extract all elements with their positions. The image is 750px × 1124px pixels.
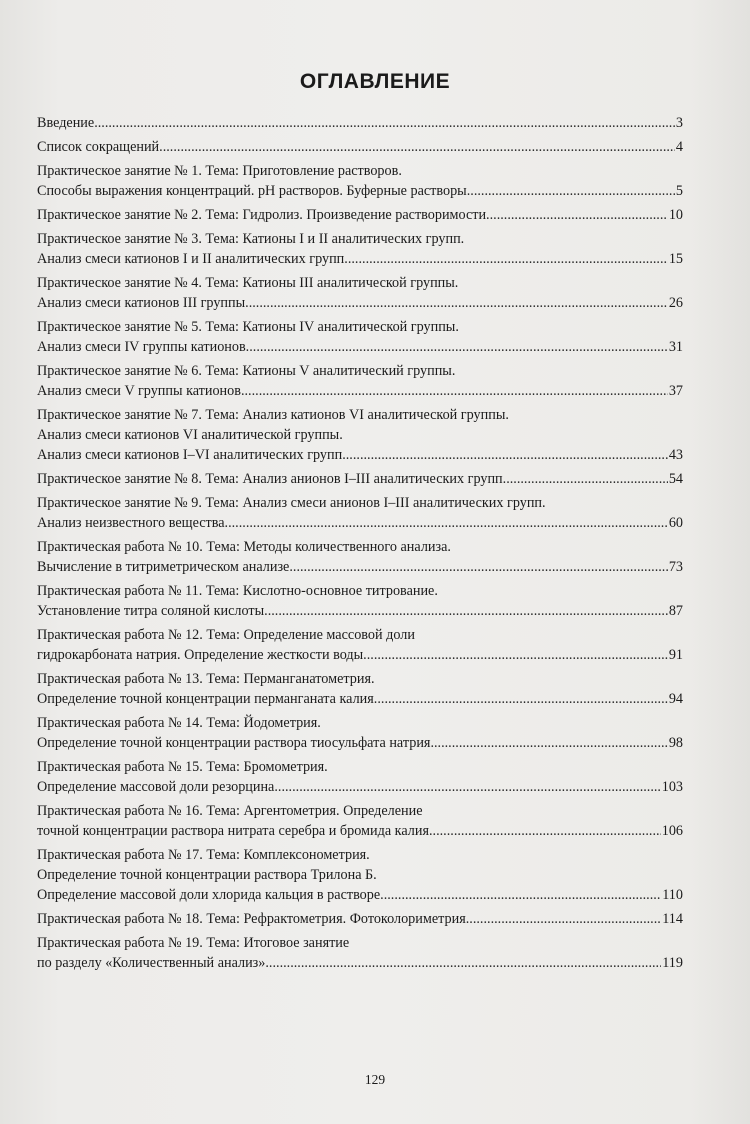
toc-entry-page-number: 43: [668, 447, 683, 463]
toc-entry-text: Анализ смеси катионов I и II аналитических групп: [37, 251, 345, 267]
toc-entry: [37, 361, 683, 401]
toc-entry-page-number: 60: [668, 515, 683, 531]
toc-entry-text: Анализ смеси V группы катионов: [37, 383, 241, 399]
toc-entry-last-line: [37, 909, 683, 929]
dot-leader: [245, 293, 668, 313]
toc-entry-text: Введение: [37, 115, 95, 131]
dot-leader: [289, 557, 667, 577]
toc-entry-line: Практическое занятие № 3. Тема: Катионы I и II аналитических групп.: [37, 231, 465, 247]
toc-entry-line: Практическая работа № 15. Тема: Бромометрия.: [37, 759, 328, 775]
toc-entry-last-line: [37, 137, 683, 157]
toc-entry-last-line: [37, 689, 683, 709]
dot-leader: [344, 249, 668, 269]
toc-entry: [37, 581, 683, 621]
toc-entry-last-line: [37, 205, 683, 225]
toc-entry-text: Анализ смеси катионов III группы: [37, 295, 246, 311]
toc-entry-page-number: 54: [668, 471, 683, 487]
toc-entry: [37, 845, 683, 905]
toc-entry-page-number: 4: [675, 139, 683, 155]
toc-entry-page-number: 37: [668, 383, 683, 399]
toc-entry-text: точной концентрации раствора нитрата серебра и бромида калия: [37, 823, 429, 839]
toc-entry: [37, 909, 683, 929]
toc-entry-page-number: 94: [668, 691, 683, 707]
dot-leader: [265, 953, 661, 973]
contents-title: ОГЛАВЛЕНИЕ: [299, 70, 451, 93]
toc-entry: [37, 801, 683, 841]
dot-leader: [264, 601, 668, 621]
toc-entry-line: Анализ смеси катионов VI аналитической группы.: [37, 427, 343, 443]
toc-entry-last-line: [37, 181, 683, 201]
toc-entry-last-line: [37, 513, 683, 533]
toc-entry-page-number: 15: [668, 251, 683, 267]
toc-entry-page-number: 91: [668, 647, 683, 663]
toc-entry-text: Практическое занятие № 8. Тема: Анализ анионов I–III аналитических групп: [37, 471, 503, 487]
toc-entry-line: Практическая работа № 12. Тема: Определение массовой доли: [37, 627, 415, 643]
toc-entry: [37, 469, 683, 489]
dot-leader: [486, 205, 668, 225]
toc-entry-page-number: 3: [675, 115, 683, 131]
toc-entry-text: Определение массовой доли резорцина: [37, 779, 275, 795]
toc-entry-line: Практическая работа № 14. Тема: Йодометрия.: [37, 715, 321, 731]
toc-entry-text: по разделу «Количественный анализ»: [37, 955, 266, 971]
toc-entry-last-line: [37, 445, 683, 465]
toc-entry: [37, 669, 683, 709]
dot-leader: [466, 909, 662, 929]
dot-leader: [225, 513, 668, 533]
table-of-contents: [37, 113, 683, 977]
toc-entry-line: Практическая работа № 16. Тема: Аргентометрия. Определение: [37, 803, 423, 819]
toc-entry: [37, 757, 683, 797]
toc-entry-last-line: [37, 249, 683, 269]
dot-leader: [241, 381, 668, 401]
dot-leader: [94, 113, 675, 133]
dot-leader: [429, 821, 661, 841]
toc-entry-line: Практическое занятие № 5. Тема: Катионы IV аналитической группы.: [37, 319, 459, 335]
toc-entry-page-number: 98: [668, 735, 683, 751]
dot-leader: [363, 645, 668, 665]
toc-entry-line: Практическая работа № 17. Тема: Комплексонометрия.: [37, 847, 370, 863]
dot-leader: [246, 337, 668, 357]
toc-entry: [37, 625, 683, 665]
dot-leader: [467, 181, 675, 201]
toc-entry-page-number: 110: [662, 887, 683, 903]
toc-entry-last-line: [37, 733, 683, 753]
toc-entry-line: Практическая работа № 10. Тема: Методы количественного анализа.: [37, 539, 451, 555]
dot-leader: [274, 777, 660, 797]
dot-leader: [374, 689, 668, 709]
toc-entry-text: Анализ смеси катионов I–VI аналитических групп: [37, 447, 343, 463]
toc-entry-text: Определение точной концентрации раствора тиосульфата натрия: [37, 735, 431, 751]
toc-entry: [37, 229, 683, 269]
toc-entry-text: Анализ неизвестного вещества: [37, 515, 225, 531]
toc-entry: [37, 113, 683, 133]
toc-entry-last-line: [37, 381, 683, 401]
toc-entry-line: Практическая работа № 19. Тема: Итоговое занятие: [37, 935, 350, 951]
toc-entry-last-line: [37, 113, 683, 133]
toc-entry-line: Определение точной концентрации раствора Трилона Б.: [37, 867, 377, 883]
toc-entry: [37, 713, 683, 753]
toc-entry-last-line: [37, 777, 683, 797]
toc-entry-page-number: 119: [662, 955, 683, 971]
toc-entry-page-number: 10: [668, 207, 683, 223]
toc-entry-line: Практическое занятие № 4. Тема: Катионы III аналитической группы.: [37, 275, 459, 291]
toc-entry-text: Вычисление в титриметрическом анализе: [37, 559, 290, 575]
toc-entry-last-line: [37, 469, 683, 489]
dot-leader: [503, 469, 668, 489]
toc-entry: [37, 493, 683, 533]
toc-entry-text: Практическая работа № 18. Тема: Рефрактометрия. Фотоколориметрия: [37, 911, 466, 927]
toc-entry-line: Практическая работа № 13. Тема: Перманганатометрия.: [37, 671, 375, 687]
toc-entry-text: гидрокарбоната натрия. Определение жесткости воды: [37, 647, 364, 663]
toc-entry-page-number: 87: [668, 603, 683, 619]
dot-leader: [380, 885, 661, 905]
toc-entry-text: Способы выражения концентраций. pH растворов. Буферные растворы: [37, 183, 467, 199]
toc-entry-line: Практическое занятие № 7. Тема: Анализ катионов VI аналитической группы.: [37, 407, 509, 423]
toc-entry-page-number: 106: [661, 823, 683, 839]
toc-entry-last-line: [37, 557, 683, 577]
toc-entry-page-number: 114: [662, 911, 683, 927]
toc-entry-line: Практическое занятие № 9. Тема: Анализ смеси анионов I–III аналитических групп.: [37, 495, 546, 511]
toc-entry: [37, 273, 683, 313]
toc-entry-text: Определение точной концентрации перманганата калия: [37, 691, 374, 707]
toc-entry-line: Практическая работа № 11. Тема: Кислотно-основное титрование.: [37, 583, 438, 599]
dot-leader: [430, 733, 667, 753]
toc-entry: [37, 317, 683, 357]
toc-entry-last-line: [37, 821, 683, 841]
toc-entry-last-line: [37, 885, 683, 905]
page-number: 129: [364, 1072, 386, 1087]
toc-entry: [37, 161, 683, 201]
dot-leader: [159, 137, 675, 157]
toc-entry-text: Практическое занятие № 2. Тема: Гидролиз. Произведение растворимости: [37, 207, 487, 223]
toc-entry-last-line: [37, 645, 683, 665]
toc-entry-page-number: 5: [675, 183, 683, 199]
dot-leader: [342, 445, 668, 465]
toc-entry-last-line: [37, 953, 683, 973]
toc-entry-text: Анализ смеси IV группы катионов: [37, 339, 246, 355]
toc-entry-last-line: [37, 337, 683, 357]
toc-entry-last-line: [37, 601, 683, 621]
toc-entry-text: Установление титра соляной кислоты: [37, 603, 265, 619]
toc-entry: [37, 405, 683, 465]
toc-entry: [37, 933, 683, 973]
toc-entry-text: Список сокращений: [37, 139, 160, 155]
toc-entry-page-number: 103: [661, 779, 683, 795]
toc-entry-page-number: 26: [668, 295, 683, 311]
toc-entry: [37, 137, 683, 157]
toc-entry-line: Практическое занятие № 1. Тема: Приготовление растворов.: [37, 163, 402, 179]
toc-entry-line: Практическое занятие № 6. Тема: Катионы V аналитический группы.: [37, 363, 456, 379]
toc-entry-last-line: [37, 293, 683, 313]
toc-entry-page-number: 31: [668, 339, 683, 355]
toc-entry: [37, 205, 683, 225]
toc-entry-text: Определение массовой доли хлорида кальция в растворе: [37, 887, 381, 903]
toc-entry-page-number: 73: [668, 559, 683, 575]
toc-entry: [37, 537, 683, 577]
